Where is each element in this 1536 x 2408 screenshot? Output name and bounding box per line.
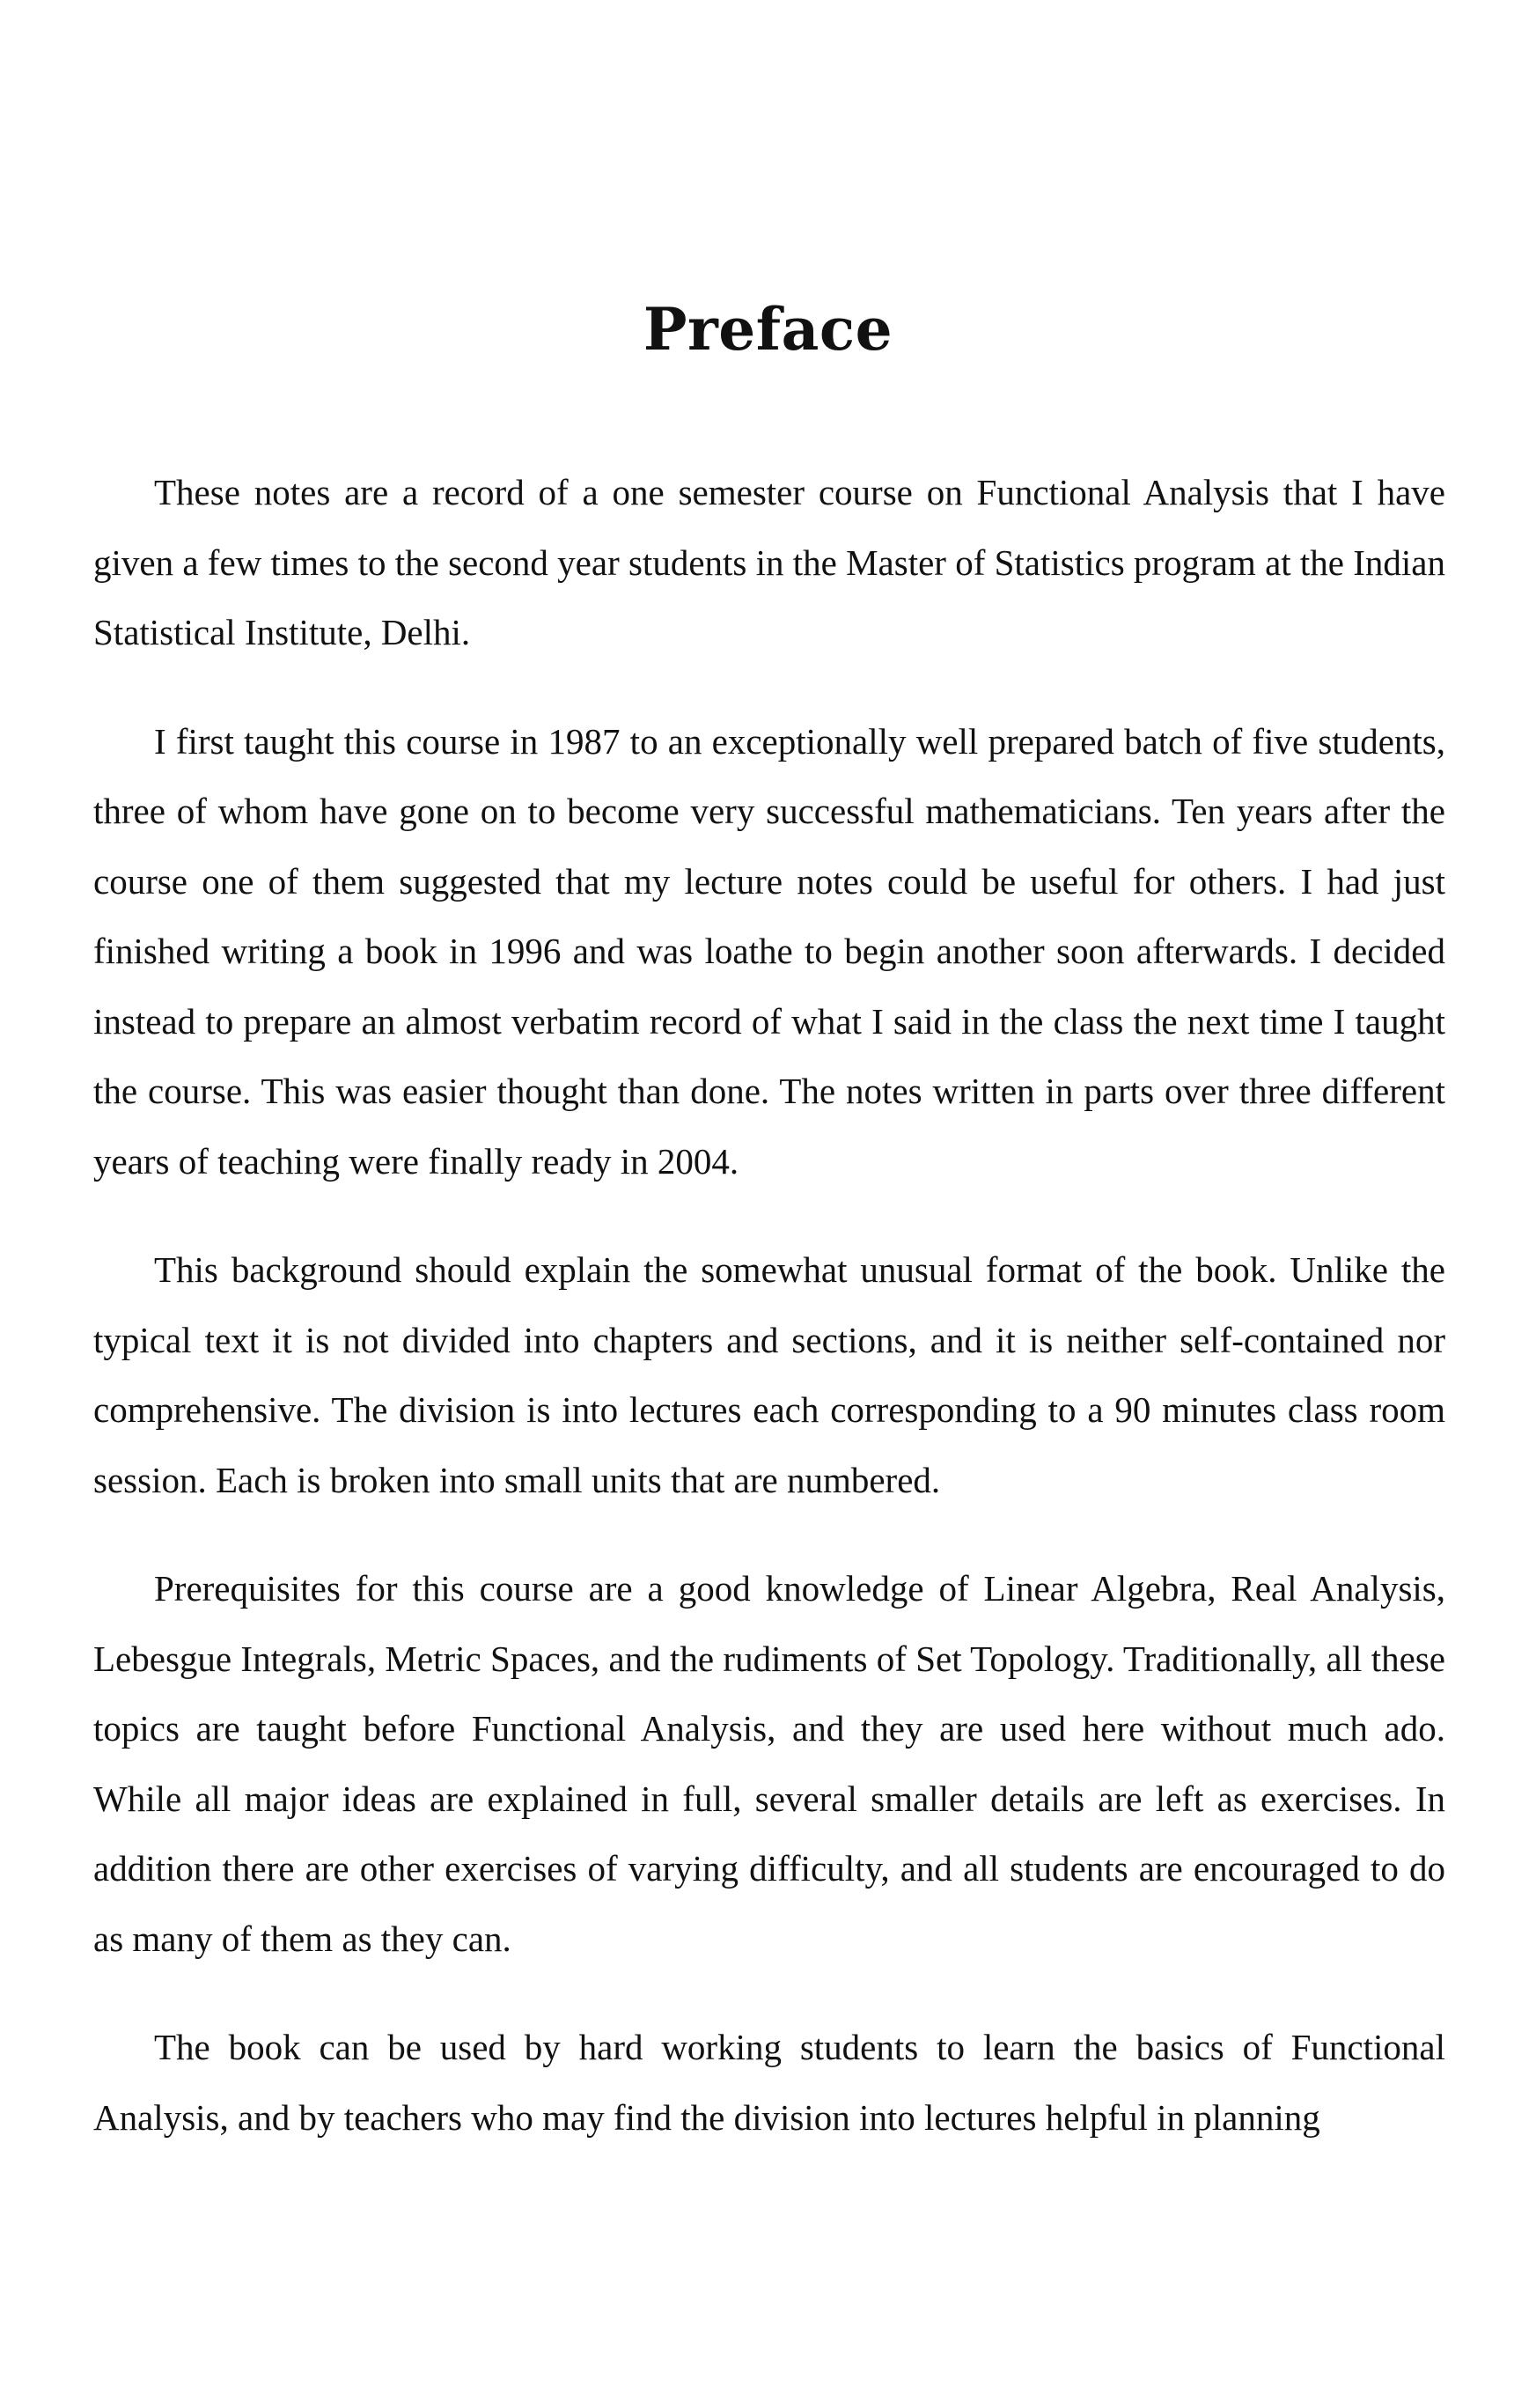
- paragraph: The book can be used by hard working students to learn the basics of Functional Analysis, and by teachers who may find the division into lectures helpful in planning: [93, 2027, 1445, 2138]
- paragraph: Prerequisites for this course are a good knowledge of Linear Algebra, Real Analysis, Lebesgue Integrals, Metric Spaces, and the rudiments of Set Topology. Traditionally, all these topics are taught before Functional Analysis, and they are used here without much ado. While all major ideas are explained in full, several smaller details are left as exercises. In addition there are other exercises of varying difficulty, and all students are encouraged to do as many of them as they can.: [93, 1568, 1445, 1959]
- preface-body: [93, 458, 1445, 2153]
- page-title: Preface: [643, 295, 893, 365]
- paragraph: This background should explain the somewhat unusual format of the book. Unlike the typical text it is not divided into chapters and sections, and it is neither self-contained nor comprehensive. The division is into lectures each corresponding to a 90 minutes class room session. Each is broken into small units that are numbered.: [93, 1249, 1445, 1500]
- paragraph: These notes are a record of a one semester course on Functional Analysis that I have given a few times to the second year students in the Master of Statistics program at the Indian Statistical Institute, Delhi.: [93, 472, 1445, 652]
- paragraph: I first taught this course in 1987 to an exceptionally well prepared batch of five students, three of whom have gone on to become very successful mathematicians. Ten years after the course one of them suggested that my lecture notes could be useful for others. I had just finished writing a book in 1996 and was loathe to begin another soon afterwards. I decided instead to prepare an almost verbatim record of what I said in the class the next time I taught the course. This was easier thought than done. The notes written in parts over three different years of teaching were finally ready in 2004.: [93, 720, 1445, 1182]
